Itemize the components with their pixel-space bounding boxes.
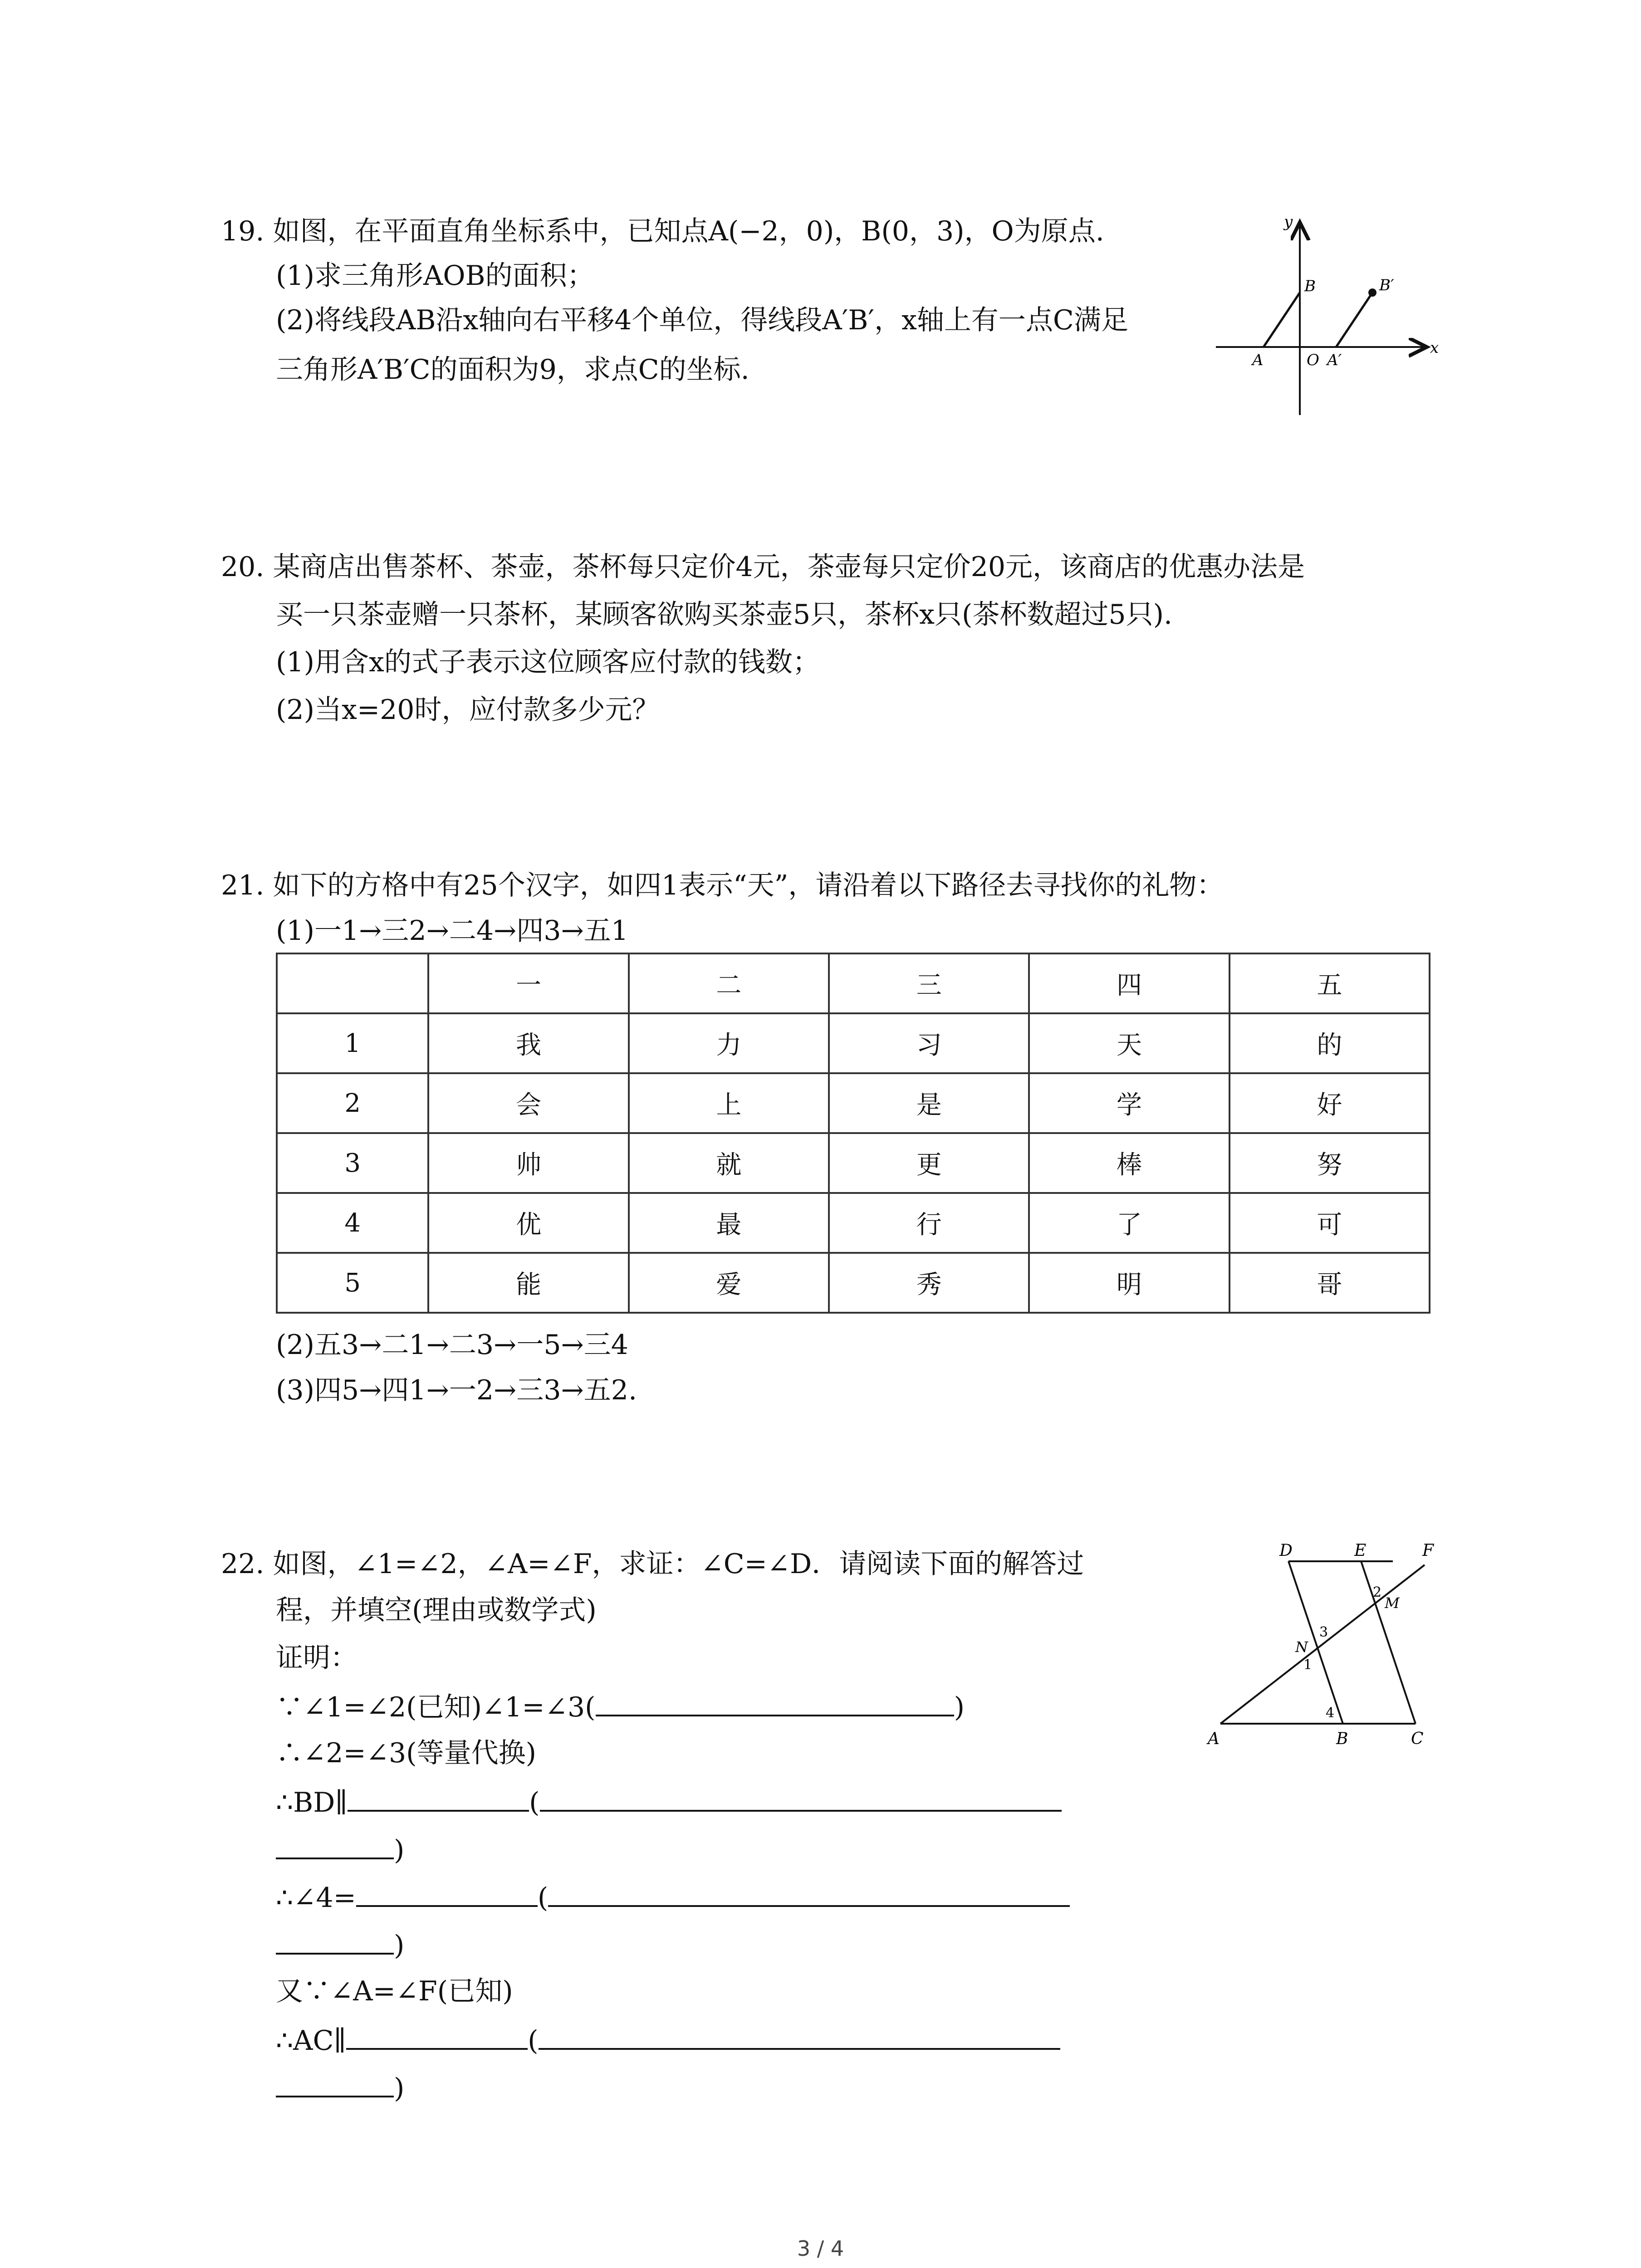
table-cell: 是 [829, 1073, 1029, 1133]
table-cell: 学 [1029, 1073, 1229, 1133]
q22-step-3-text: ∴BD∥ [276, 1787, 348, 1818]
q20-line2: 买一只茶壶赠一只茶杯，某顾客欲购买茶壶5只，茶杯x只(茶杯数超过5只). [276, 599, 1173, 631]
label-A: A [1252, 351, 1264, 369]
blank-parallel-line-2[interactable] [346, 2021, 528, 2050]
table-cell: 能 [428, 1253, 628, 1313]
blank-angle-4[interactable] [356, 1878, 538, 1907]
q19-line3: (2)将线段AB沿x轴向右平移4个单位，得线段A′B′，x轴上有一点C满足 [276, 304, 1128, 336]
q22-line1 [221, 1546, 1084, 1582]
q22-step-6-open: ( [528, 2025, 539, 2057]
table-cell: 2 [277, 1073, 428, 1133]
q19-line2: (1)求三角形AOB的面积； [276, 260, 594, 292]
table-cell: 帅 [428, 1133, 628, 1193]
blank-reason-3-cont[interactable] [276, 1926, 394, 1955]
table-cell: 3 [277, 1133, 428, 1193]
q19-number: 19. [221, 215, 265, 247]
q22-step-2: ∴∠2=∠3(等量代换) [276, 1737, 536, 1769]
table-cell: 5 [277, 1253, 428, 1313]
table-cell: 最 [629, 1193, 829, 1253]
x-axis-label: x [1430, 339, 1439, 357]
table-cell: 可 [1230, 1193, 1430, 1253]
q21-number: 21. [221, 870, 265, 901]
q22-step-3-cont [276, 1830, 404, 1868]
table-header-cell: 三 [829, 953, 1029, 1013]
table-cell: 就 [629, 1133, 829, 1193]
q22-step-1-close: ) [954, 1691, 965, 1723]
q22-step-4-cont [276, 1926, 404, 1964]
angle-label-3: 3 [1319, 1624, 1328, 1640]
table-cell: 的 [1230, 1013, 1430, 1073]
q22-step-5: 又∵∠A=∠F(已知) [276, 1975, 513, 2007]
blank-reason-2[interactable] [540, 1783, 1062, 1812]
table-header-cell: 二 [629, 953, 829, 1013]
table-header-cell: 四 [1029, 953, 1229, 1013]
table-cell: 明 [1029, 1253, 1229, 1313]
table-cell: 行 [829, 1193, 1029, 1253]
table-cell: 哥 [1230, 1253, 1430, 1313]
q21-path-1: (1)一1→三2→二4→四3→五1 [276, 915, 628, 947]
q22-step-6-text: ∴AC∥ [276, 2025, 347, 2057]
table-cell: 棒 [1029, 1133, 1229, 1193]
table-cell: 秀 [829, 1253, 1029, 1313]
label-A: A [1208, 1730, 1220, 1748]
q22-step-4 [276, 1878, 1070, 1916]
q19-line4: 三角形A′B′C的面积为9，求点C的坐标. [276, 354, 749, 386]
table-cell: 1 [277, 1013, 428, 1073]
q22-step-4-text: ∴∠4= [276, 1882, 356, 1914]
table-cell: 爱 [629, 1253, 829, 1313]
label-A-prime: A′ [1327, 351, 1342, 369]
q22-text-1: 如图，∠1=∠2，∠A=∠F，求证：∠C=∠D．请阅读下面的解答过 [273, 1548, 1084, 1580]
q20-line3: (1)用含x的式子表示这位顾客应付款的钱数； [276, 646, 820, 678]
table-row [277, 1073, 1430, 1133]
table-cell: 4 [277, 1193, 428, 1253]
q20-line4: (2)当x=20时，应付款多少元？ [276, 694, 660, 726]
table-header-row [277, 953, 1430, 1013]
q22-step-6 [276, 2021, 1060, 2059]
q19-line1 [221, 213, 1104, 249]
blank-parallel-line-1[interactable] [348, 1783, 529, 1812]
y-axis-label: y [1284, 213, 1293, 231]
q22-line2: 程，并填空(理由或数学式) [276, 1594, 597, 1626]
angle-label-1: 1 [1303, 1657, 1313, 1673]
line-EC [1361, 1561, 1416, 1724]
q22-proof-label: 证明： [276, 1642, 358, 1674]
blank-reason-3[interactable] [548, 1878, 1070, 1907]
table-header-cell [277, 953, 428, 1013]
q22-step-1-text: ∵∠1=∠2(已知)∠1=∠3( [276, 1691, 596, 1723]
angle-label-4: 4 [1326, 1705, 1335, 1721]
blank-reason-2-cont[interactable] [276, 1830, 394, 1859]
angle-label-2: 2 [1373, 1584, 1382, 1600]
label-M: M [1385, 1594, 1400, 1612]
q22-step-3-close: ) [394, 1834, 405, 1866]
q20-line1 [221, 549, 1305, 585]
q22-step-4-open: ( [537, 1882, 549, 1914]
line-AF [1220, 1565, 1425, 1724]
blank-reason-4-cont[interactable] [276, 2068, 394, 2097]
table-header-cell: 一 [428, 953, 628, 1013]
q22-step-3-open: ( [529, 1787, 540, 1818]
table-cell: 会 [428, 1073, 628, 1133]
label-B: B [1336, 1730, 1348, 1748]
q19-text-1: 如图，在平面直角坐标系中，已知点A(−2，0)，B(0，3)，O为原点. [273, 215, 1104, 247]
q22-step-6-cont [276, 2068, 404, 2107]
q22-number: 22. [221, 1548, 265, 1580]
table-cell: 努 [1230, 1133, 1430, 1193]
q20-text-1: 某商店出售茶杯、茶壶，茶杯每只定价4元，茶壶每只定价20元，该商店的优惠办法是 [273, 551, 1305, 583]
label-B: B [1304, 277, 1316, 295]
q22-step-1 [276, 1687, 965, 1725]
label-N: N [1295, 1638, 1308, 1656]
page-number: 3 / 4 [797, 2236, 844, 2261]
label-D: D [1279, 1541, 1293, 1560]
label-C: C [1411, 1730, 1424, 1748]
q19-coordinate-figure [1207, 209, 1443, 422]
table-row [277, 1133, 1430, 1193]
character-grid-table [276, 953, 1430, 1314]
table-cell: 天 [1029, 1013, 1229, 1073]
table-cell: 更 [829, 1133, 1029, 1193]
table-row [277, 1013, 1430, 1073]
q20-number: 20. [221, 551, 265, 583]
point-B-prime [1368, 288, 1376, 297]
table-cell: 优 [428, 1193, 628, 1253]
q21-path-2: (2)五3→二1→二3→一5→三4 [276, 1329, 628, 1361]
table-cell: 好 [1230, 1073, 1430, 1133]
table-cell: 我 [428, 1013, 628, 1073]
segment-A-prime-B-prime [1336, 293, 1372, 347]
q22-step-3 [276, 1783, 1062, 1821]
q22-geometry-figure [1193, 1533, 1447, 1760]
table-cell: 力 [629, 1013, 829, 1073]
segment-AB [1264, 293, 1300, 347]
blank-reason-1[interactable] [596, 1687, 954, 1716]
q21-line1 [221, 867, 1224, 904]
label-O: O [1307, 351, 1319, 369]
q21-path-3: (3)四5→四1→一2→三3→五2. [276, 1374, 637, 1406]
blank-reason-4[interactable] [539, 2021, 1060, 2050]
label-B-prime: B′ [1379, 276, 1394, 294]
table-row [277, 1193, 1430, 1253]
label-F: F [1422, 1541, 1434, 1560]
table-header-cell: 五 [1230, 953, 1430, 1013]
table-cell: 上 [629, 1073, 829, 1133]
table-cell: 习 [829, 1013, 1029, 1073]
q22-step-6-close: ) [394, 2072, 405, 2104]
table-row [277, 1253, 1430, 1313]
q22-step-4-close: ) [394, 1930, 405, 1961]
q21-text-1: 如下的方格中有25个汉字，如四1表示“天”，请沿着以下路径去寻找你的礼物： [273, 870, 1224, 901]
label-E: E [1354, 1541, 1367, 1560]
table-cell: 了 [1029, 1193, 1229, 1253]
